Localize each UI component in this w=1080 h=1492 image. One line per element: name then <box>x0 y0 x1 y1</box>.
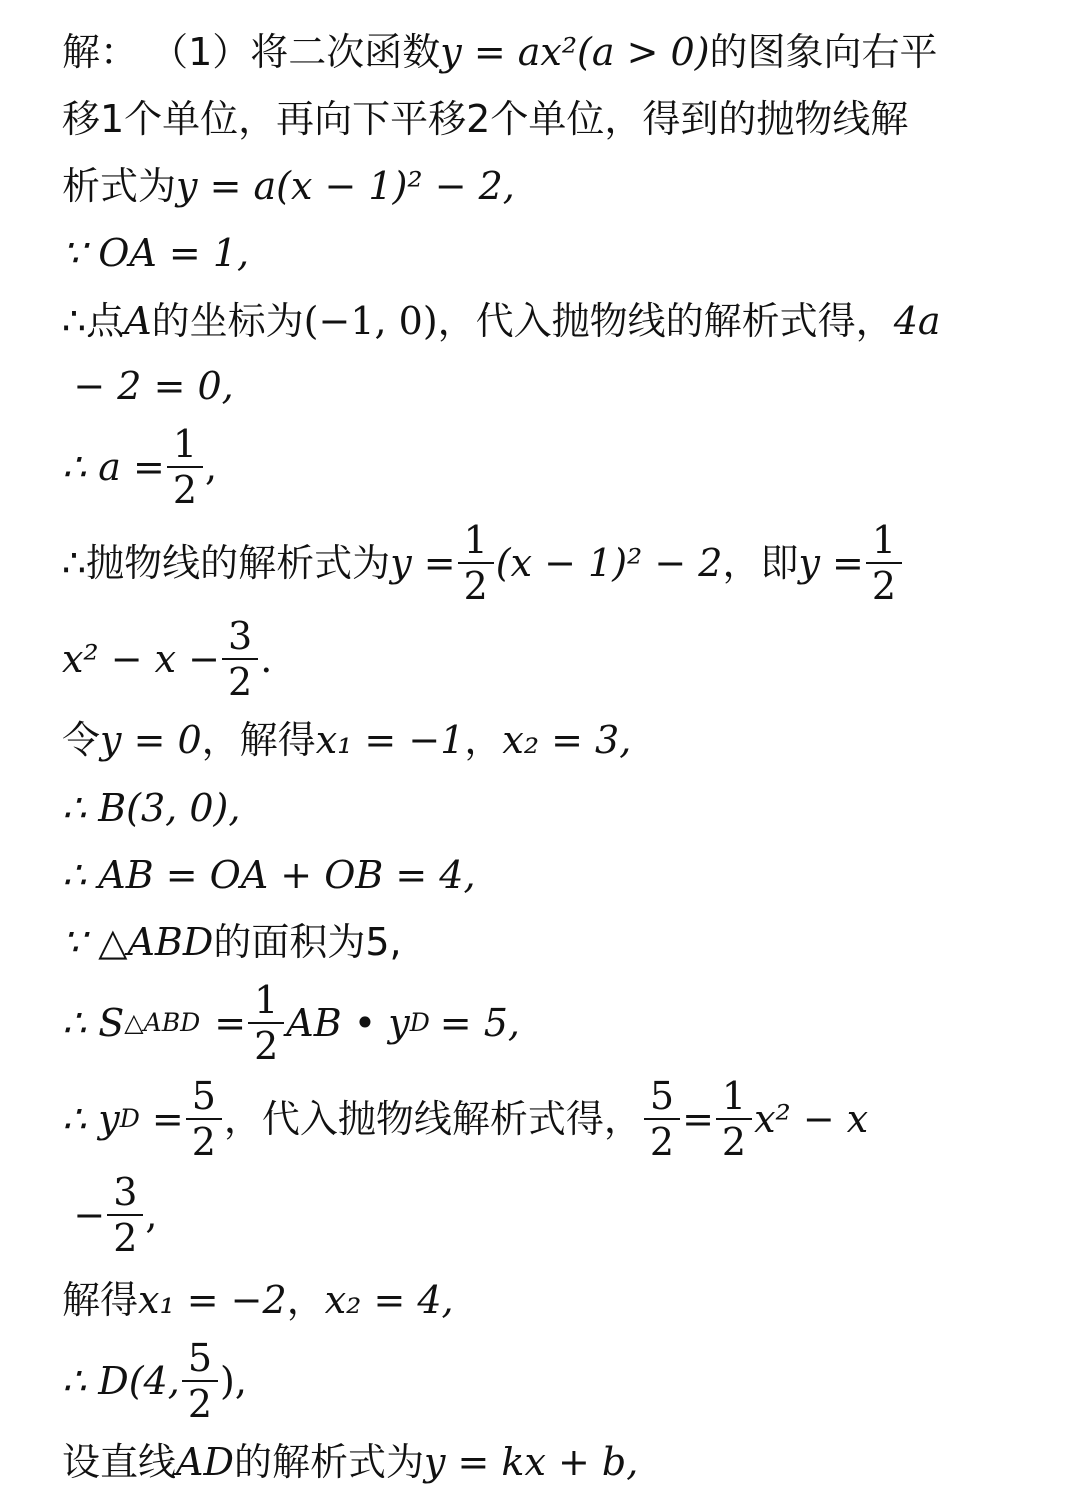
math-expr: x₁ = −2 <box>138 1278 287 1322</box>
line-1 <box>62 28 1042 76</box>
math-expr: y = <box>798 541 864 585</box>
math-expr: y = kx + b, <box>423 1440 639 1484</box>
math-var: A <box>124 299 152 343</box>
text: ， <box>286 1278 325 1322</box>
denominator: 2 <box>866 562 902 605</box>
math-expr: (x − 1)² − 2 <box>495 541 723 585</box>
denominator: 2 <box>644 1118 680 1161</box>
line-9 <box>62 614 1042 704</box>
math-expr: x₂ = 3, <box>502 718 632 762</box>
math-expr: ∴ AB = OA + OB = 4, <box>62 853 476 897</box>
math-expr: ∴ S <box>62 1001 125 1045</box>
line-11 <box>62 784 1042 832</box>
math-expr: AB • y <box>286 1001 410 1045</box>
math-expr: y = 0 <box>100 718 202 762</box>
equals: = <box>151 1097 184 1141</box>
denominator: 2 <box>248 1022 284 1065</box>
fraction <box>110 1170 140 1260</box>
math-expr: ∴ a = <box>62 445 165 489</box>
line-13 <box>62 918 1042 966</box>
denominator: 2 <box>458 562 494 605</box>
math-expr: 4a <box>893 299 941 343</box>
math-expr: − <box>73 1193 106 1237</box>
line-5 <box>62 297 1042 345</box>
math-expr: x₁ = −1 <box>315 718 465 762</box>
text: 的面积为5, <box>213 920 402 964</box>
equals: = <box>214 1001 247 1045</box>
denominator: 2 <box>167 466 203 509</box>
line-17 <box>62 1276 1042 1324</box>
equals: = <box>682 1097 714 1141</box>
fraction <box>225 614 255 704</box>
math-expr: ∴ D(4, <box>62 1359 180 1403</box>
denominator: 2 <box>186 1118 222 1161</box>
denominator: 2 <box>716 1118 752 1161</box>
math-expr: = 5, <box>439 1001 520 1045</box>
text: ，代入抛物线的解析式得， <box>437 299 894 343</box>
fraction <box>189 1074 219 1164</box>
punct: . <box>260 637 273 681</box>
line-15: ∴ y D = $\frac{5}{2}$ ，代入抛物线解析式得， $\frac{5}{2}$ = $\frac{1}{2}$ x² − x <box>62 1074 869 1164</box>
text: 令 <box>62 718 101 762</box>
fraction <box>170 422 200 512</box>
text: ，代入抛物线解析式得， <box>223 1097 642 1141</box>
fraction <box>647 1074 677 1164</box>
text: 设直线 <box>62 1440 177 1484</box>
text: 解： （1）将二次函数 <box>62 30 441 74</box>
line-7 <box>62 422 1042 512</box>
math-expr: x₂ = 4, <box>324 1278 454 1322</box>
text: 的解析式为 <box>233 1440 424 1484</box>
line-16 <box>62 1170 1042 1260</box>
math-expr: x² − x − <box>62 637 221 681</box>
numerator: 5 <box>187 1336 212 1380</box>
fraction <box>251 978 281 1068</box>
numerator: 1 <box>721 1074 747 1118</box>
punct: , <box>145 1193 158 1237</box>
line-10 <box>62 716 1042 764</box>
line-4 <box>62 229 1042 277</box>
line-2 <box>62 95 1042 143</box>
line-6 <box>62 362 1042 410</box>
text: 的图象向右平 <box>709 30 938 74</box>
line-18 <box>62 1336 1042 1426</box>
numerator: 1 <box>172 422 198 466</box>
numerator: 1 <box>254 978 279 1022</box>
line-3 <box>62 162 1042 210</box>
text: ， <box>464 718 503 762</box>
denominator: 2 <box>182 1380 218 1423</box>
text: 析式为 <box>62 164 177 208</box>
numerator: 5 <box>649 1074 675 1118</box>
math-expr: ∵ OA = 1, <box>62 231 250 275</box>
punct: ), <box>220 1359 247 1403</box>
denominator: 2 <box>222 658 258 701</box>
text: ，即 <box>722 541 799 585</box>
math-expr: y = a(x − 1)² − 2, <box>176 164 515 208</box>
text: 解得 <box>62 1278 139 1322</box>
math-expr: − 2 = 0, <box>73 364 234 408</box>
numerator: 3 <box>113 1170 138 1214</box>
math-expr: y = <box>390 541 456 585</box>
math-expr: y = ax²(a > 0) <box>440 30 710 74</box>
line-8 <box>62 518 1042 608</box>
math-expr: (−1, 0) <box>303 299 438 343</box>
math-expr: ∴ y <box>62 1097 120 1141</box>
text: 移1个单位，再向下平移2个单位，得到的抛物线解 <box>62 97 909 141</box>
numerator: 1 <box>871 518 897 562</box>
text: ∴抛物线的解析式为 <box>62 541 391 585</box>
fraction <box>185 1336 215 1426</box>
fraction <box>461 518 491 608</box>
numerator: 5 <box>191 1074 216 1118</box>
line-12 <box>62 851 1042 899</box>
punct: , <box>205 445 218 489</box>
math-var: AD <box>176 1440 234 1484</box>
line-19 <box>62 1438 1042 1486</box>
text: ∴点 <box>62 299 125 343</box>
line-14: ∴ S △ABD = $\frac{1}{2}$ AB • y D = 5, <box>62 978 520 1068</box>
fraction <box>869 518 899 608</box>
numerator: 1 <box>463 518 488 562</box>
math-expr: x² − x <box>754 1097 869 1141</box>
numerator: 3 <box>228 614 253 658</box>
fraction <box>719 1074 749 1164</box>
text: ，解得 <box>201 718 316 762</box>
denominator: 2 <box>107 1214 143 1257</box>
math-expr: ∵ △ABD <box>62 920 214 964</box>
math-expr: ∴ B(3, 0), <box>62 786 241 830</box>
text: 的坐标为 <box>151 299 304 343</box>
